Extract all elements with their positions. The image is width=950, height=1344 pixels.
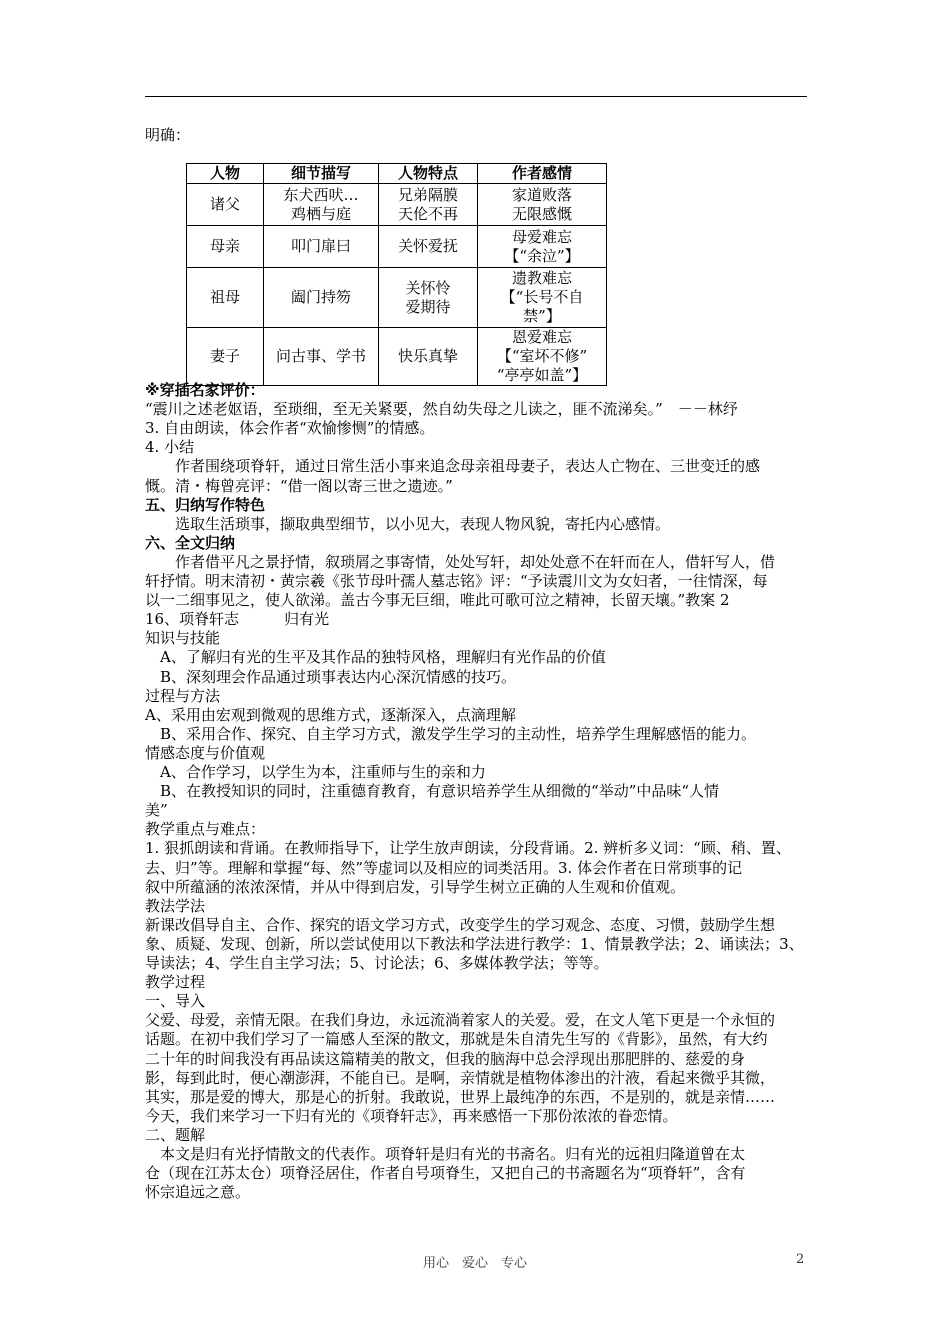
cell-person: 母亲	[187, 226, 264, 268]
text-line: 选取生活琐事，撷取典型细节，以小见大，表现人物风貌，寄托内心感情。	[145, 514, 671, 533]
cell-feeling-line: 【“余泣”】	[504, 246, 580, 265]
header-person: 人物	[187, 164, 264, 184]
cell-feeling-line: 家道败落	[511, 185, 572, 204]
intro-label: 明确：	[145, 126, 191, 144]
text-line: 新课改倡导自主、合作、探究的语文学习方式，改变学生的学习观念、态度、习惯，鼓励学生想	[145, 915, 776, 934]
text-line: 教学重点与难点：	[145, 820, 266, 839]
cell-person: 诸父	[187, 184, 264, 226]
cell-detail-line: 问古事、学书	[275, 347, 366, 365]
text-line: 话题。在初中我们学习了一篇感人至深的散文，那就是朱自清先生写的《背影》，虽然，有大约	[145, 1030, 768, 1049]
text-line: 作者围绕项脊轩，通过日常生活小事来追念母亲祖母妻子，表达人亡物在、三世变迁的感	[145, 457, 761, 476]
cell-detail	[264, 184, 379, 226]
cell-trait-line: 快乐真挚	[397, 347, 458, 365]
header-rule	[145, 96, 807, 97]
text-line: 教法学法	[145, 896, 206, 915]
cell-feeling-line: 恩爱难忘	[511, 328, 572, 346]
text-line: B、采用合作、探究、自主学习方式，激发学生学习的主动性，培养学生理解感悟的能力。	[145, 724, 757, 743]
text-line: 去、归”等。理解和掌握“每、然”等虚词以及相应的词类活用。3. 体会作者在日常琐事的记	[145, 858, 743, 877]
cell-feeling	[478, 268, 607, 328]
cell-trait	[379, 328, 478, 386]
cell-detail	[264, 268, 379, 328]
text-line: 导读法；4、学生自主学习法；5、讨论法；6、多媒体教学法；等等。	[145, 954, 609, 972]
text-line: A、采用由宏观到微观的思维方式，逐渐深入，点滴理解	[145, 705, 516, 724]
text-line: B、在教授知识的同时，注重德育教育，有意识培养学生从细微的“举动”中品味“人情	[145, 782, 720, 801]
text-line: 影，每到此时，便心潮澎湃，不能自已。是啊，亲情就是植物体渗出的汁液，看起来微乎其微，	[145, 1068, 776, 1087]
header-trait: 人物特点	[379, 164, 478, 184]
text-line: 一、导入	[145, 992, 206, 1011]
text-line: 美”	[145, 801, 168, 820]
text-line: 教学过程	[145, 973, 206, 992]
cell-detail	[264, 226, 379, 268]
page-number: 2	[796, 1252, 805, 1267]
text-line: 今天，我们来学习一下归有光的《项脊轩志》，再来感悟一下那份浓浓的眷恋情。	[145, 1106, 678, 1125]
section-heading: ※穿插名家评价：	[145, 381, 265, 399]
text-line: 其实，那是爱的博大，那是心的折射。我敢说，世界上最纯净的东西，不是别的，就是亲情……	[145, 1087, 776, 1106]
text-line: 慨。清・梅曾亮评：“借一阁以寄三世之遗迹。”	[145, 476, 453, 495]
text-line: 轩抒情。明末清初・黄宗羲《张节母叶孺人墓志铭》评：“予读震川文为女妇者，一往情深，每	[145, 572, 768, 590]
text-line: 知识与技能	[145, 629, 221, 648]
cell-person: 祖母	[187, 268, 264, 328]
cell-trait	[379, 226, 478, 268]
text-line: 作者借平凡之景抒情，叙琐屑之事寄情，处处写轩，却处处意不在轩而在人，借轩写人，借	[145, 552, 776, 571]
text-line: 二、题解	[145, 1125, 206, 1144]
text-line: 以一二细事见之，使人欲涕。盖古今事无巨细，唯此可歌可泣之精神，长留天壤。”教案 2	[145, 591, 730, 610]
table-row	[187, 184, 607, 226]
cell-detail	[264, 328, 379, 386]
text-line: 怀宗追远之意。	[145, 1183, 251, 1202]
text-line: 16、项脊轩志 归有光	[145, 610, 330, 629]
text-line: 1. 狠抓朗读和背诵。在教师指导下，让学生放声朗读，分段背诵。2. 辨析多义词：“顾、稍、置、	[145, 839, 791, 858]
cell-feeling-line: 禁”】	[523, 307, 561, 325]
table-header-row	[187, 164, 607, 184]
cell-feeling-line: “亭亭如盖”】	[496, 366, 588, 384]
text-line: 过程与方法	[145, 686, 221, 705]
text-line: 3. 自由朗读，体会作者“欢愉惨恻”的情感。	[145, 419, 435, 438]
cell-trait	[379, 268, 478, 328]
text-line: 象、质疑、发现、创新，所以尝试使用以下教法和学法进行教学：1、情景教学法；2、诵读法；3、	[145, 934, 804, 953]
table-row	[187, 268, 607, 328]
cell-feeling-line: 遗教难忘	[511, 269, 572, 287]
section-heading: 五、归纳写作特色	[145, 495, 266, 514]
cell-trait	[379, 184, 478, 226]
text-line: “震川之述老妪语，至琐细，至无关紧要，然自幼失母之儿读之，匪不流涕矣。” －－林纾	[145, 400, 738, 419]
cell-trait-line: 天伦不再	[397, 204, 458, 223]
cell-feeling	[478, 328, 607, 386]
cell-detail-line: 阖门持笏	[290, 288, 351, 306]
table-row	[187, 328, 607, 386]
cell-detail-line: 东犬西吠…	[283, 185, 359, 204]
section-heading: 六、全文归纳	[145, 533, 236, 552]
cell-trait-line: 关怀爱抚	[397, 237, 458, 255]
cell-feeling-line: 【“室坏不修”	[496, 347, 588, 365]
text-line: 情感态度与价值观	[145, 743, 266, 762]
cell-feeling-line: 母爱难忘	[511, 227, 572, 246]
table-body	[187, 184, 607, 386]
cell-detail-line: 鸡栖与庭	[290, 204, 351, 223]
header-feeling: 作者感情	[478, 164, 607, 184]
cell-feeling	[478, 226, 607, 268]
cell-person: 妻子	[187, 328, 264, 386]
text-line: 二十年的时间我没有再品读这篇精美的散文，但我的脑海中总会浮现出那肥胖的、慈爱的身	[145, 1049, 746, 1068]
text-line: A、合作学习，以学生为本，注重师与生的亲和力	[145, 763, 486, 781]
cell-feeling-line: 【“长号不自	[500, 288, 584, 306]
page-footer: 用心 爱心 专心	[422, 1256, 527, 1271]
text-line: B、深刻理会作品通过琐事表达内心深沉情感的技巧。	[145, 667, 517, 686]
text-line: 叙中所蕴涵的浓浓深情，并从中得到启发，引导学生树立正确的人生观和价值观。	[145, 877, 686, 896]
cell-feeling	[478, 184, 607, 226]
text-line: A、了解归有光的生平及其作品的独特风格，理解归有光作品的价值	[145, 648, 606, 667]
cell-trait-line: 关怀怜	[405, 278, 451, 297]
text-line: 4. 小结	[145, 438, 195, 457]
text-line: 父爱、母爱，亲情无限。在我们身边，永远流淌着家人的关爱。爱，在文人笔下更是一个永恒的	[145, 1011, 776, 1030]
table-row	[187, 226, 607, 268]
text-line: 本文是归有光抒情散文的代表作。项脊轩是归有光的书斋名。归有光的远祖归隆道曾在太	[145, 1145, 746, 1163]
text-line: 仓（现在江苏太仓）项脊泾居住，作者自号项脊生，又把自己的书斋题名为“项脊轩”，含有	[145, 1164, 746, 1183]
cell-feeling-line: 无限感慨	[511, 204, 572, 223]
cell-trait-line: 兄弟隔膜	[397, 185, 458, 204]
character-table	[186, 163, 607, 386]
cell-detail-line: 叩门扉曰	[290, 237, 351, 255]
cell-trait-line: 爱期待	[405, 297, 451, 316]
header-detail: 细节描写	[264, 164, 379, 184]
